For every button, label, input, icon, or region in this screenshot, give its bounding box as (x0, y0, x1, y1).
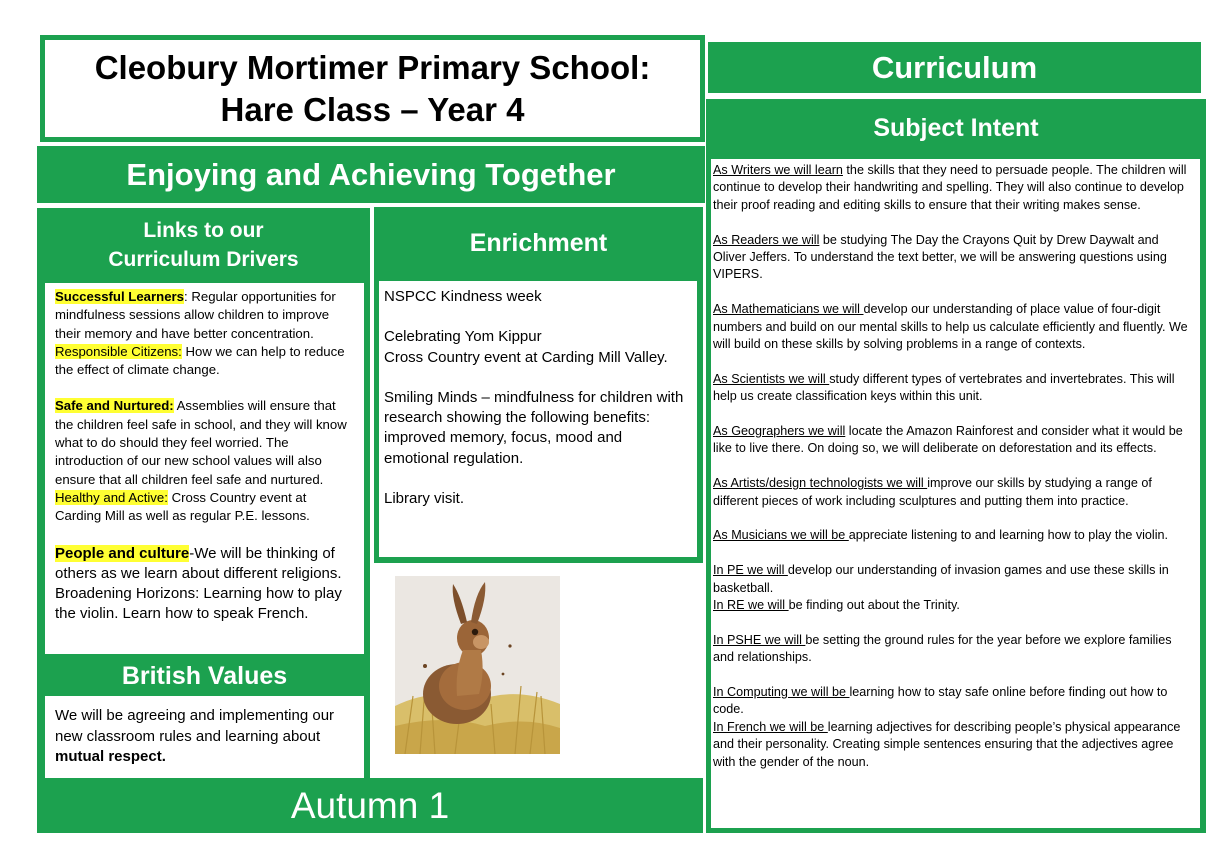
curriculum-drivers-heading-line-1: Links to our (143, 218, 264, 242)
intent-art (713, 475, 1190, 510)
british-values-bold: mutual respect. (55, 748, 166, 765)
intent-science (713, 371, 1190, 406)
driver-text: -We will be thinking of others as we learn about different religions. Broadening Horizons: Learning how to play the violin. Learn how to speak French. (55, 544, 342, 623)
enrichment-item: Cross Country event at Carding Mill Valley. (384, 348, 668, 366)
intent-lead: In PSHE we will (713, 632, 806, 647)
enrichment-item: Library visit. (384, 490, 465, 508)
term-banner: Autumn 1 (37, 778, 703, 833)
enrichment-body (379, 281, 697, 557)
title-line-2: Hare Class – Year 4 (220, 90, 525, 128)
intent-text: locate the Amazon Rainforest and consider what it would be like to live there. On doing so, we will deliberate on deforestation and its effects. (713, 424, 1183, 456)
driver-label: Healthy and Active: (55, 489, 168, 505)
intent-maths (713, 301, 1190, 353)
intent-text: study different types of vertebrates and invertebrates. This will help us create classification keys within this unit. (713, 371, 1175, 404)
subject-intent-heading: Subject Intent (873, 113, 1039, 142)
intent-lead: As Geographers we will (713, 424, 846, 439)
intent-writers (713, 162, 1190, 214)
driver-text: How we can help to reduce the effect of climate change. (55, 343, 345, 378)
driver-label: Successful Learners (55, 289, 185, 304)
title-line-1: Cleobury Mortimer Primary School: (94, 48, 651, 86)
enrichment-heading: Enrichment (469, 228, 608, 257)
motto-banner: Enjoying and Achieving Together (37, 146, 705, 203)
british-values-heading: British Values (121, 661, 288, 690)
intent-lead: As Mathematicians we will (713, 302, 864, 317)
driver-label: People and culture (55, 544, 190, 562)
driver-label: Responsible Citizens: (55, 343, 182, 359)
intent-computing (713, 684, 1190, 719)
curriculum-heading: Curriculum (708, 42, 1201, 93)
intent-text: appreciate listening to and learning how to play the violin. (848, 528, 1169, 543)
intent-lead: As Readers we will (713, 232, 820, 247)
intent-lead: In French we will be (713, 719, 828, 734)
intent-geography (713, 423, 1190, 458)
intent-text: learning how to stay safe online before finding out how to code. (713, 685, 1168, 717)
intent-text: be studying The Day the Crayons Quit by Drew Daywalt and Oliver Jeffers. To understand the text better, we will be answering questions using VIPERS. (713, 232, 1167, 282)
intent-pshe (713, 632, 1190, 667)
intent-readers (713, 232, 1190, 284)
curriculum-drivers-body (45, 283, 364, 654)
intent-text: be setting the ground rules for the year before we explore families and relationships. (713, 632, 1172, 665)
british-values-body (45, 696, 364, 778)
subject-intent-body (711, 159, 1200, 828)
intent-lead: As Writers we will learn (713, 163, 843, 177)
intent-lead: In PE we will (713, 563, 788, 578)
driver-responsible-citizens (55, 343, 355, 380)
british-values-text: We will be agreeing and implementing our new classroom rules and learning about (55, 707, 335, 745)
driver-successful-learners (55, 288, 355, 343)
driver-people-culture (55, 544, 355, 625)
intent-text: be finding out about the Trinity. (788, 598, 960, 613)
intent-music (713, 527, 1190, 544)
intent-lead: As Artists/design technologists we will (713, 476, 928, 491)
intent-lead: In RE we will (713, 598, 789, 613)
intent-lead: As Musicians we will be (713, 528, 849, 543)
enrichment-item: NSPCC Kindness week (384, 288, 542, 305)
intent-text: develop our understanding of invasion games and use these skills in basketball. (713, 563, 1169, 595)
intent-re (713, 597, 1190, 614)
enrichment-item: Celebrating Yom Kippur (384, 328, 542, 346)
page-title (40, 35, 705, 142)
intent-text: improve our skills by studying a range of different pieces of work including sculptures and putting them into practice. (713, 476, 1152, 508)
driver-text: Cross Country event at Carding Mill as well as regular P.E. lessons. (55, 489, 310, 524)
enrichment-item: Smiling Minds – mindfulness for children with research showing the following benefits: improved memory, focus, mood and emotional regulation. (384, 388, 684, 467)
intent-text: learning adjectives for describing people’s physical appearance and their personality. Creating simple sentences ensuring that the adjectives agree with the gender of the noun. (713, 719, 1181, 769)
driver-healthy-active (55, 489, 355, 526)
driver-text: Assemblies will ensure that the children feel safe in school, and they will know what to do should they feel worried. The introduction of our new school values will also ensure that all children feel safe and nurtured. (55, 398, 347, 487)
hare-illustration (395, 576, 560, 754)
curriculum-drivers-heading-line-2: Curriculum Drivers (108, 247, 299, 271)
intent-lead: In Computing we will be (713, 685, 850, 700)
intent-text: the skills that they need to persuade people. The children will continue to develop their handwriting and spelling. They will also continue to develop their proof reading and editing skills to ensure that their writing makes sense. (713, 163, 1187, 212)
curriculum-drivers-heading (37, 208, 370, 281)
driver-text: : Regular opportunities for mindfulness sessions allow children to improve their memory and have better concentration. (55, 289, 336, 341)
intent-lead: As Scientists we will (713, 371, 830, 386)
driver-label: Safe and Nurtured: (55, 398, 174, 414)
intent-text: develop our understanding of place value of four-digit numbers and build on our mental skills to help us calculate efficiently and fluently. We will build on these skills by solving problems in a range of contexts. (713, 302, 1188, 352)
driver-safe-nurtured (55, 397, 355, 488)
intent-french (713, 719, 1190, 771)
intent-pe (713, 562, 1190, 597)
